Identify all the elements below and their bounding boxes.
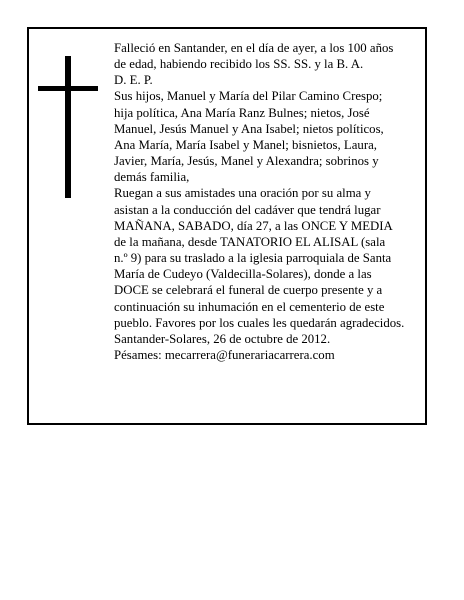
request-line: n.º 9) para su traslado a la iglesia parroquiala de Santa [114, 251, 392, 266]
family-line: Sus hijos, Manuel y María del Pilar Camino Crespo; [114, 89, 383, 104]
cross-vertical-bar [65, 56, 71, 198]
request-line: María de Cudeyo (Valdecilla-Solares), donde a las [114, 267, 372, 282]
request-line: MAÑANA, SABADO, día 27, a las ONCE Y MEDIA [114, 218, 393, 233]
death-line: de edad, habiendo recibido los SS. SS. y la B. A. [114, 57, 364, 72]
request-line: pueblo. Favores por los cuales les quedarán agradecidos. [114, 315, 405, 330]
family-line: Ana María, María Isabel y Manel; bisnietos, Laura, [114, 137, 377, 152]
request-line: continuación su inhumación en el cementerio de este [114, 299, 385, 314]
condolences-email: Pésames: mecarrera@funerariacarrera.com [114, 347, 335, 362]
request-line: de la mañana, desde TANATORIO EL ALISAL (sala [114, 234, 386, 249]
notice-text [114, 40, 426, 363]
request-line: Ruegan a sus amistades una oración por su alma y [114, 186, 371, 201]
family-line: hija política, Ana María Ranz Bulnes; nietos, José [114, 105, 370, 120]
family-line: Javier, María, Jesús, Manel y Alexandra; sobrinos y [114, 154, 379, 169]
place-date: Santander-Solares, 26 de octubre de 2012. [114, 331, 331, 346]
cross-icon [38, 56, 98, 198]
request-line: DOCE se celebrará el funeral de cuerpo presente y a [114, 283, 383, 298]
rip-line: D. E. P. [114, 73, 153, 88]
family-line: Manuel, Jesús Manuel y Ana Isabel; nietos políticos, [114, 121, 384, 136]
death-line: Falleció en Santander, en el día de ayer, a los 100 años [114, 41, 394, 55]
cross-horizontal-bar [38, 86, 98, 91]
request-line: asistan a la conducción del cadáver que tendrá lugar [114, 202, 381, 217]
family-line: demás familia, [114, 170, 190, 185]
